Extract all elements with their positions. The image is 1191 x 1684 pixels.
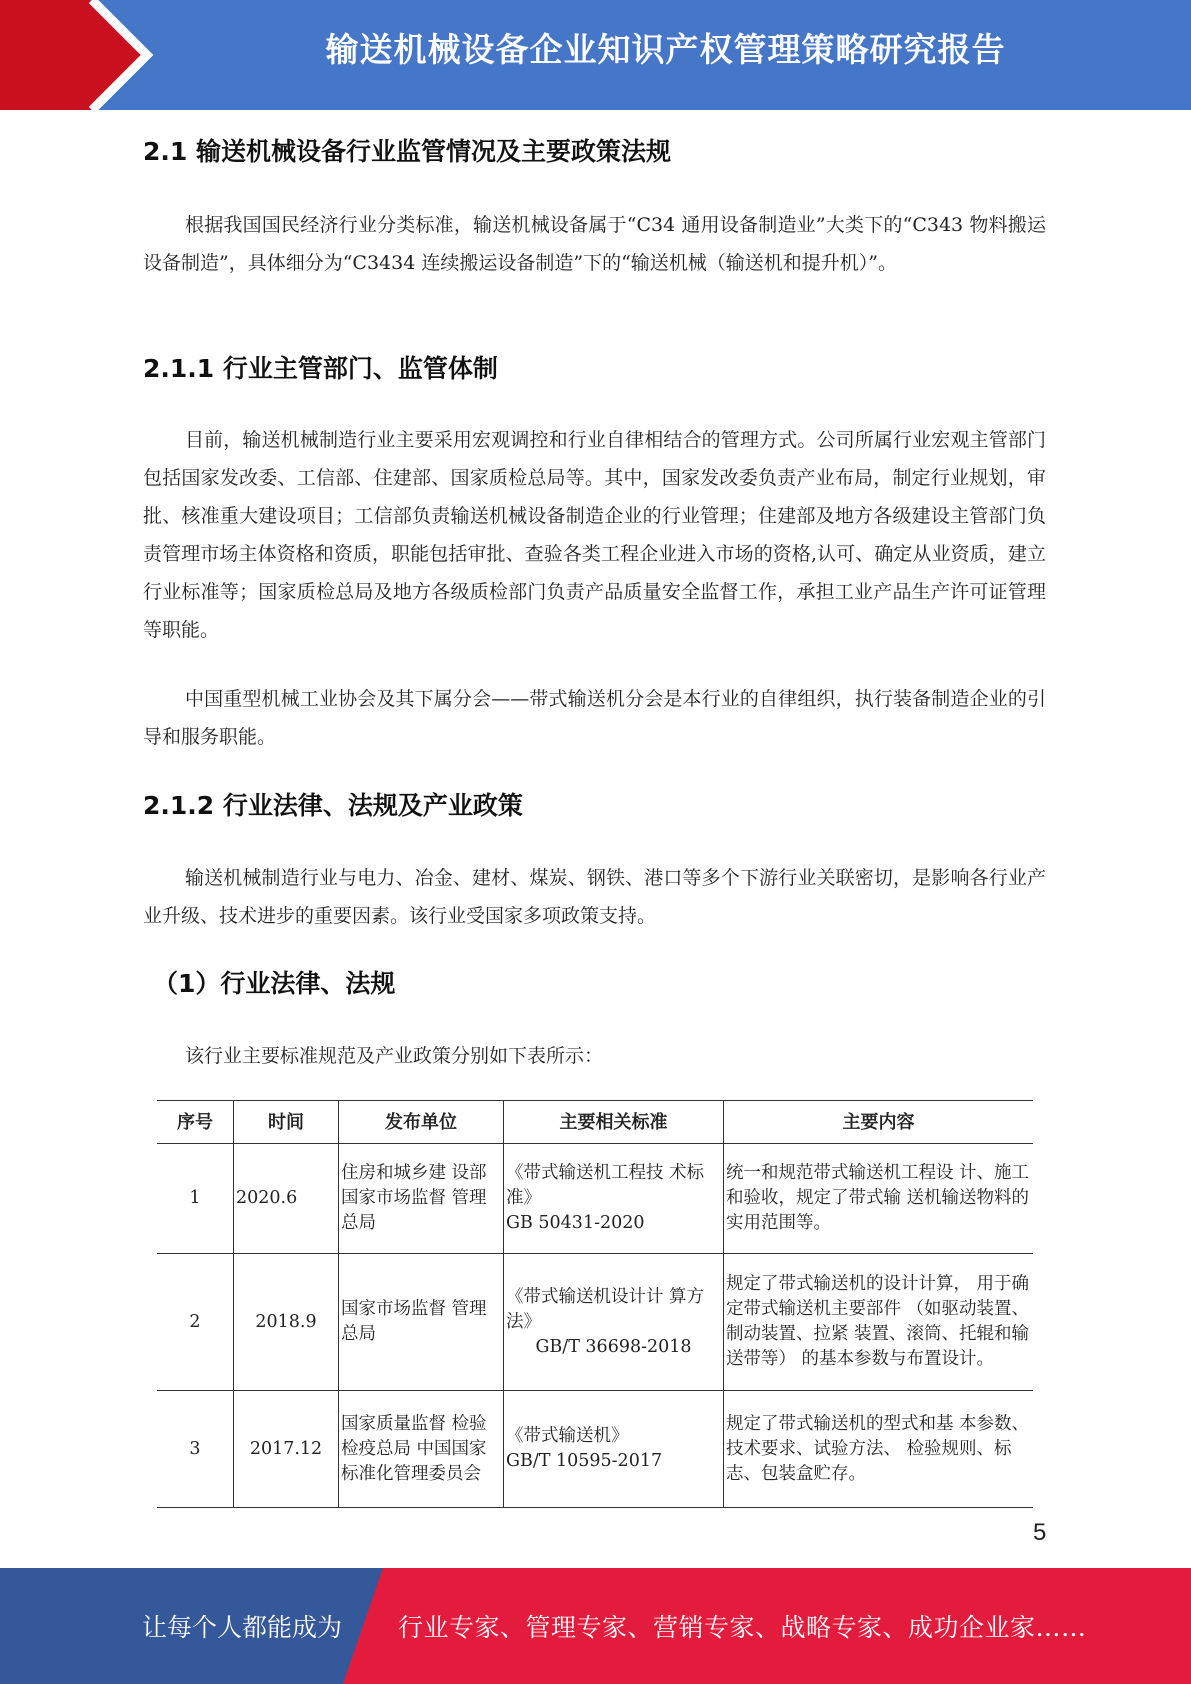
- footer-slogan-left: 让每个人都能成为: [142, 1613, 343, 1642]
- standard-code: GB/T 36698-2018: [535, 1336, 692, 1357]
- section-2-1-2-paragraph: 输送机械制造行业与电力、冶金、建材、煤炭、钢铁、港口等多个下游行业关联密切，是影响各行业产业升级、技术进步的重要因素。该行业受国家多项政策支持。: [143, 867, 1046, 927]
- header-org: 发布单位: [339, 1101, 504, 1144]
- section-heading-2-1-1: 2.1.1 行业主管部门、监管体制: [143, 354, 498, 383]
- page-number: 5: [1033, 1519, 1047, 1546]
- cell-org: [339, 1391, 504, 1508]
- cell-standard: [504, 1144, 724, 1254]
- cell-content: 规定了带式输送机的型式和基 本参数、技术要求、试验方法、 检验规则、标志、包装盒贮存。: [724, 1391, 1034, 1508]
- header-banner: [0, 0, 1191, 110]
- standards-table: [157, 1100, 1033, 1508]
- org-line: 国家市场监督 管理总局: [341, 1299, 487, 1344]
- report-title: 输送机械设备企业知识产权管理策略研究报告: [325, 30, 1006, 69]
- table-row: [157, 1391, 1033, 1508]
- standard-code: GB/T 10595-2017: [506, 1451, 663, 1471]
- section-2-1-1-paragraph-1: 目前，输送机械制造行业主要采用宏观调控和行业自律相结合的管理方式。公司所属行业宏观主管部门包括国家发改委、工信部、住建部、国家质检总局等。其中，国家发改委负责产业布局，制定行业规划，审批、核准重大建设项目；工信部负责输送机械设备制造企业的行业管理；住建部及地方各级建设主管部门负责管理市场主体资格和资质，职能包括审批、查验各类工程企业进入市场的资格,认可、确定从业资质，建立行业标准等；国家质检总局及地方各级质检部门负责产品质量安全监督工作，承担工业产品生产许可证管理等职能。: [143, 429, 1046, 641]
- section-2-1-1-paragraph-2: 中国重型机械工业协会及其下属分会——带式输送机分会是本行业的自律组织，执行装备制造企业的引导和服务职能。: [143, 688, 1046, 748]
- header-no: 序号: [157, 1101, 234, 1144]
- standard-name: 《带式输送机设计计 算方法》: [506, 1286, 705, 1332]
- cell-time: 2017.12: [234, 1391, 339, 1508]
- table-row: [157, 1144, 1033, 1254]
- cell-no: 1: [157, 1144, 234, 1254]
- cell-time: 2018.9: [234, 1254, 339, 1391]
- cell-content: 规定了带式输送机的设计计算， 用于确定带式输送机主要部件 （如驱动装置、制动装置、拉紧 装置、滚筒、托辊和输送带等） 的基本参数与布置设计。: [724, 1254, 1034, 1391]
- header-standard: 主要相关标准: [504, 1101, 724, 1144]
- org-line: 国家质量监督 检验检疫总局 中国国家标准化管理委员会: [341, 1413, 487, 1484]
- cell-standard: [504, 1391, 724, 1508]
- section-heading-2-1-2: 2.1.2 行业法律、法规及产业政策: [143, 791, 523, 820]
- standard-name: 《带式输送机工程技 术标准》: [506, 1163, 705, 1208]
- cell-no: 2: [157, 1254, 234, 1391]
- cell-no: 3: [157, 1391, 234, 1508]
- section-heading-2-1: 2.1 输送机械设备行业监管情况及主要政策法规: [143, 137, 671, 166]
- org-line: 住房和城乡建 设部: [341, 1163, 487, 1183]
- table-header-row: [157, 1101, 1033, 1144]
- standard-name: 《带式输送机》: [506, 1426, 629, 1446]
- standard-code: GB 50431-2020: [506, 1213, 645, 1233]
- header-time: 时间: [234, 1101, 339, 1144]
- cell-content: 统一和规范带式输送机工程设 计、施工和验收，规定了带式输 送机输送物料的实用范围等。: [724, 1144, 1034, 1254]
- cell-org: [339, 1144, 504, 1254]
- table-intro-text: 该行业主要标准规范及产业政策分别如下表所示：: [185, 1045, 604, 1067]
- header-content: 主要内容: [724, 1101, 1034, 1144]
- footer-slogan-right: 行业专家、管理专家、营销专家、战略专家、成功企业家……: [398, 1613, 1087, 1642]
- cell-time: 2020.6: [234, 1144, 339, 1254]
- cell-org: [339, 1254, 504, 1391]
- table-row: [157, 1254, 1033, 1391]
- subsection-heading-laws: （1）行业法律、法规: [153, 969, 396, 998]
- footer-banner: [0, 1568, 1191, 1684]
- section-2-1-paragraph: 根据我国国民经济行业分类标准，输送机械设备属于“C34 通用设备制造业”大类下的“C343 物料搬运设备制造”，具体细分为“C3434 连续搬运设备制造”下的“输送机械（输送机和提升机）”。: [143, 214, 1046, 274]
- org-line: 国家市场监督 管理总局: [341, 1188, 487, 1233]
- cell-standard: [504, 1254, 724, 1391]
